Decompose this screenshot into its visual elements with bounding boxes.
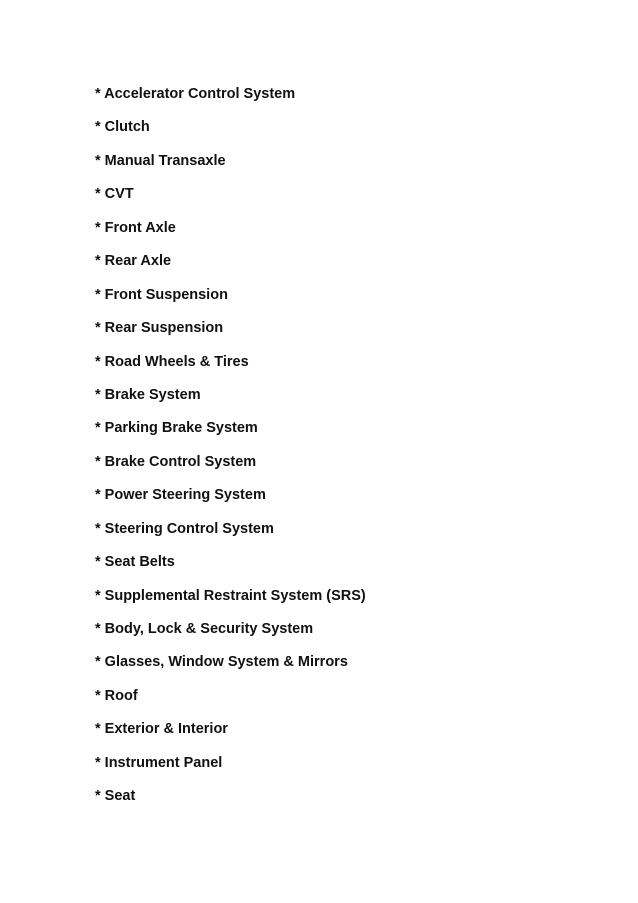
list-item-body-lock-security-system: * Body, Lock & Security System xyxy=(95,621,314,637)
list-item-steering-control-system: * Steering Control System xyxy=(95,520,274,537)
list-item-parking-brake-system: * Parking Brake System xyxy=(95,420,258,437)
list-item-exterior-interior: * Exterior & Interior xyxy=(95,721,228,738)
list-item-rear-axle: * Rear Axle xyxy=(95,253,172,270)
list-item-road-wheels-tires: * Road Wheels & Tires xyxy=(95,353,249,370)
list-item-brake-system: * Brake System xyxy=(95,386,201,403)
section-list xyxy=(95,85,366,821)
list-item-supplemental-restraint-system: * Supplemental Restraint System (SRS) xyxy=(95,587,366,604)
list-item-glasses-window-system-mirrors: * Glasses, Window System & Mirrors xyxy=(95,654,348,671)
list-item-seat: * Seat xyxy=(95,788,136,805)
list-item-power-steering-system: * Power Steering System xyxy=(95,487,266,504)
list-item-seat-belts: * Seat Belts xyxy=(95,554,175,571)
list-item-front-suspension: * Front Suspension xyxy=(95,286,228,303)
list-item-cvt: * CVT xyxy=(95,186,134,203)
list-item-roof: * Roof xyxy=(95,687,138,704)
list-item-front-axle: * Front Axle xyxy=(95,219,176,236)
list-item-manual-transaxle: * Manual Transaxle xyxy=(95,152,226,169)
list-item-brake-control-system: * Brake Control System xyxy=(95,453,257,470)
list-item-clutch: * Clutch xyxy=(95,119,150,136)
list-item-instrument-panel: * Instrument Panel xyxy=(95,754,223,771)
list-item-rear-suspension: * Rear Suspension xyxy=(95,320,224,337)
list-item-accelerator-control-system: * Accelerator Control System xyxy=(95,86,296,102)
